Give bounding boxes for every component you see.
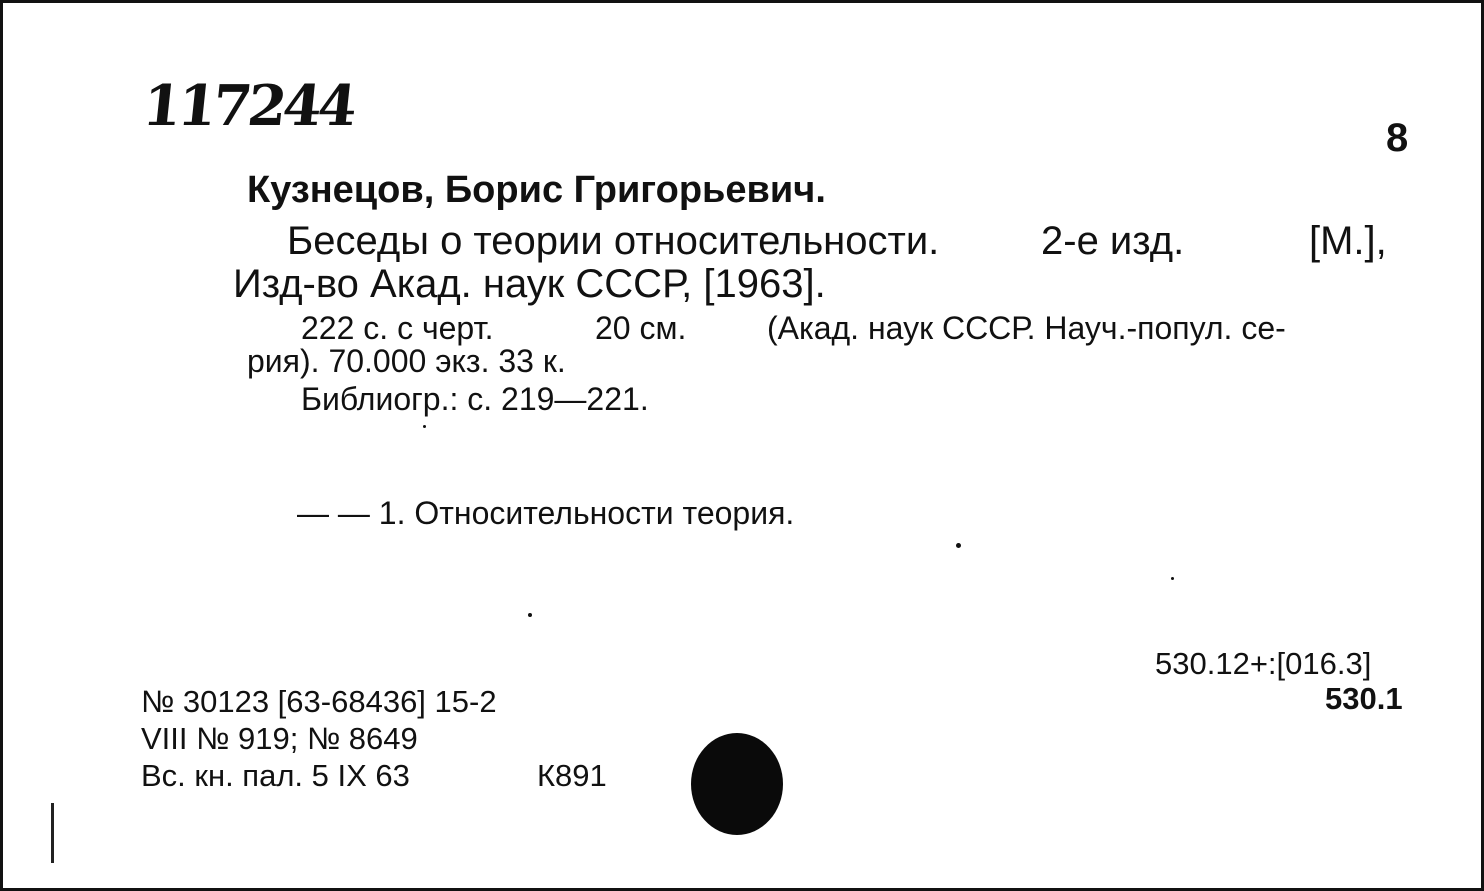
- edge-mark: [51, 803, 54, 863]
- speck: [423, 425, 426, 428]
- footer-registration: № 30123 [63-68436] 15-2: [141, 684, 497, 719]
- series-note-line1: (Акад. наук СССР. Науч.-попул. се-: [767, 310, 1286, 346]
- footer-numbers: VIII № 919; № 8649: [141, 721, 418, 756]
- speck: [1171, 577, 1174, 580]
- subject-heading: — — 1. Относительности теория.: [297, 495, 795, 531]
- speck: [528, 613, 532, 617]
- handwritten-number: 117244: [139, 73, 357, 139]
- corner-number: 8: [1386, 116, 1409, 160]
- speck: [956, 543, 961, 548]
- footer-code: К891: [537, 758, 607, 793]
- punch-hole: [691, 733, 783, 835]
- publisher-line: Изд-во Акад. наук СССР, [1963].: [233, 262, 826, 306]
- book-title: Беседы о теории относительности.: [287, 219, 940, 263]
- footer-chamber: Вс. кн. пал. 5 IX 63: [141, 758, 410, 793]
- bibliography-note: Библиогр.: с. 219—221.: [301, 381, 649, 417]
- classification-udc: 530.12+:[016.3]: [1155, 646, 1372, 681]
- publication-place: [М.],: [1309, 219, 1387, 263]
- series-note-line2: рия). 70.000 экз. 33 к.: [247, 343, 566, 379]
- classification-short: 530.1: [1325, 681, 1403, 716]
- physical-pages: 222 с. с черт.: [301, 310, 494, 346]
- physical-size: 20 см.: [595, 310, 687, 346]
- edition: 2-е изд.: [1041, 219, 1185, 263]
- author-heading: Кузнецов, Борис Григорьевич.: [247, 169, 826, 211]
